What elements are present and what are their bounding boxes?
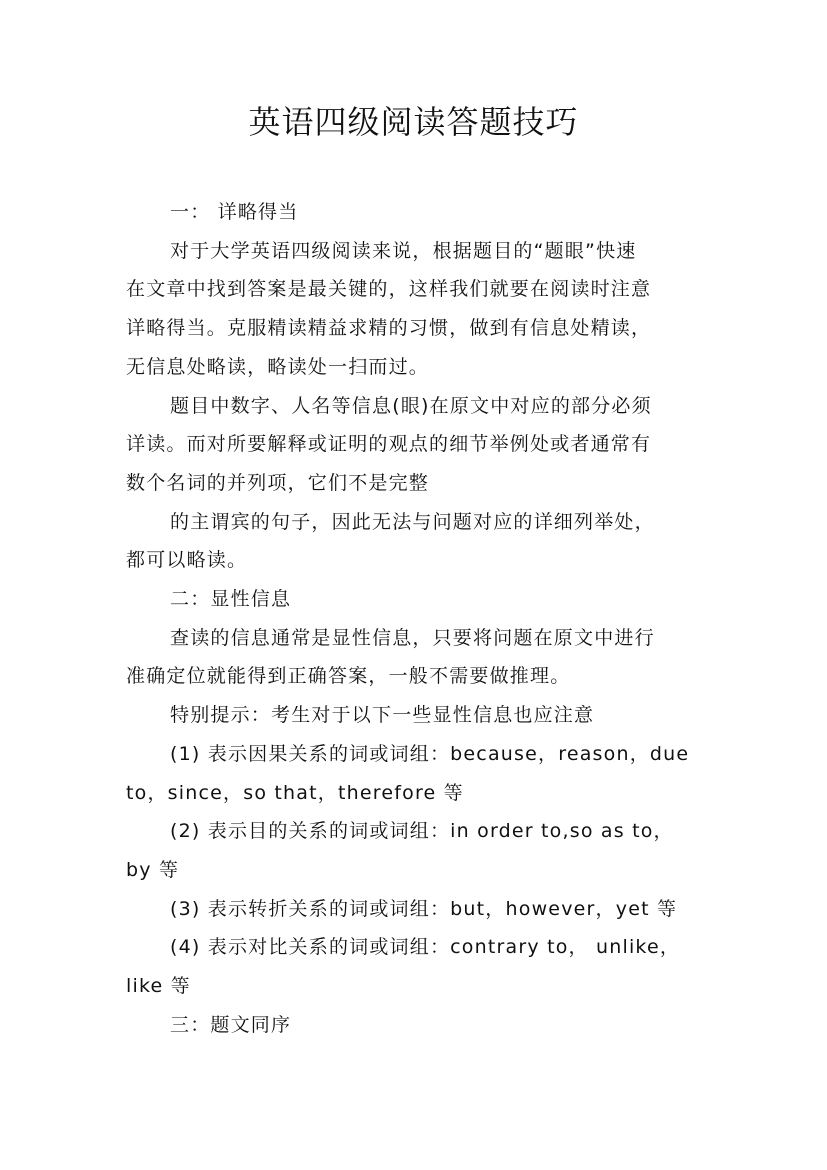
list-item-line: like 等 xyxy=(126,975,191,998)
paragraph-line: 对于大学英语四级阅读来说，根据题目的“题眼”快速 xyxy=(170,239,637,262)
section-heading-1: 一： 详略得当 xyxy=(170,201,299,223)
paragraph-line: 数个名词的并列项，它们不是完整 xyxy=(126,471,430,494)
paragraph-line: 详读。而对所要解释或证明的观点的细节举例处或者通常有 xyxy=(126,433,652,456)
list-item-line: (3) 表示转折关系的词或词组：but，however，yet 等 xyxy=(170,897,678,920)
paragraph-line: 准确定位就能得到正确答案，一般不需要做推理。 xyxy=(126,665,571,688)
paragraph-line: 题目中数字、人名等信息(眼)在原文中对应的部分必须 xyxy=(170,394,652,417)
paragraph-line: 在文章中找到答案是最关键的，这样我们就要在阅读时注意 xyxy=(126,278,652,301)
paragraph-line: 特别提示：考生对于以下一些显性信息也应注意 xyxy=(170,704,595,727)
section-heading-3: 三：题文同序 xyxy=(170,1013,292,1036)
paragraph-line: 无信息处略读，略读处一扫而过。 xyxy=(126,355,430,378)
document-body xyxy=(126,193,706,1044)
section-heading-2: 二：显性信息 xyxy=(170,588,292,611)
list-item-line: (2) 表示目的关系的词或词组：in order to,so as to， xyxy=(170,820,674,843)
paragraph-line: 都可以略读。 xyxy=(126,549,248,572)
document-title: 英语四级阅读答题技巧 xyxy=(248,103,579,141)
list-item-line: by 等 xyxy=(126,858,180,881)
list-item-line: to，since，so that，therefore 等 xyxy=(126,781,464,804)
paragraph-line: 详略得当。克服精读精益求精的习惯，做到有信息处精读， xyxy=(126,317,652,340)
list-item-line: (1) 表示因果关系的词或词组：because，reason，due xyxy=(170,742,690,765)
paragraph-line: 查读的信息通常是显性信息，只要将问题在原文中进行 xyxy=(170,626,655,649)
paragraph-line: 的主谓宾的句子，因此无法与问题对应的详细列举处， xyxy=(170,510,655,533)
list-item-line: (4) 表示对比关系的词或词组：contrary to， unlike， xyxy=(170,936,681,959)
